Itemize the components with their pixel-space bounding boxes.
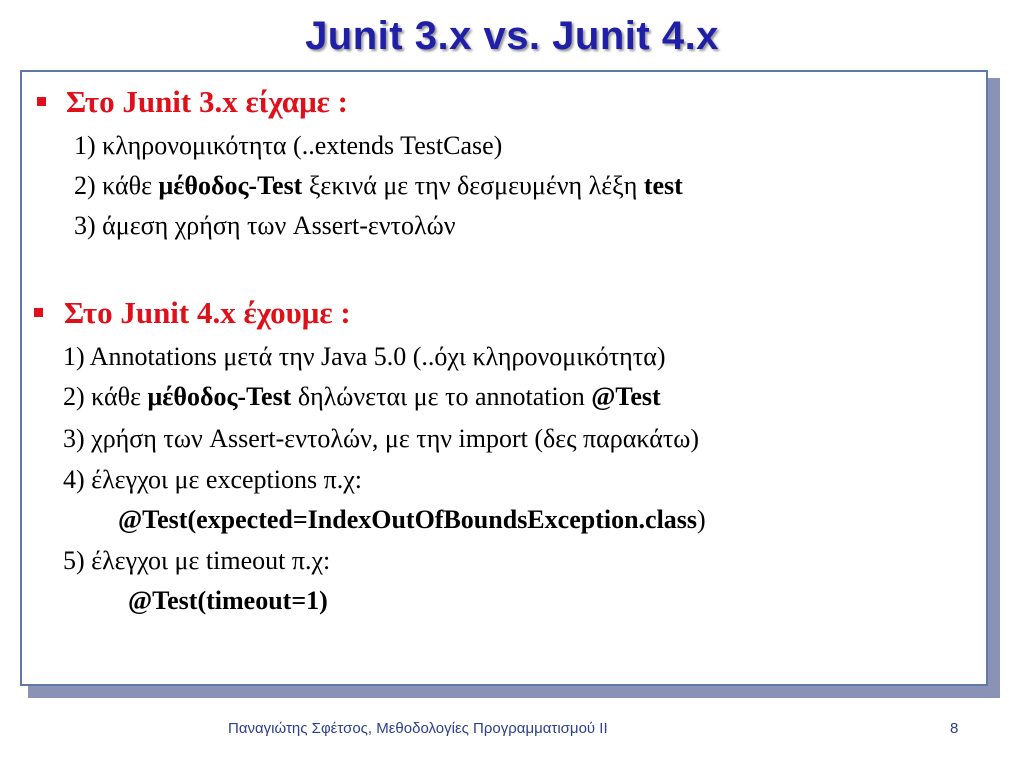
section2-heading: Στο Junit 4.x έχουμε : — [64, 295, 351, 330]
bullet-square-icon — [34, 308, 43, 317]
item-text: ξεκινά με την δεσμευμένη λέξη — [302, 171, 644, 200]
section1-heading: Στο Junit 3.x είχαμε : — [66, 84, 348, 119]
section2-item1: 1) Annotations μετά την Java 5.0 (..όχι κληρονομικότητα) — [63, 342, 666, 371]
item-text: 2) κάθε — [74, 171, 159, 200]
section2-item4-code — [118, 505, 706, 535]
item-bold-text: μέθοδος-Test — [147, 382, 292, 411]
item-bold-text: @Test — [591, 382, 661, 411]
section1-item3: 3) άμεση χρήση των Assert-εντολών — [74, 211, 456, 240]
section2-item5: 5) έλεγχοι με timeout π.χ: — [63, 546, 331, 575]
footer-text: Παναγιώτης Σφέτσος, Μεθοδολογίες Προγραμματισμού ΙΙ — [228, 720, 608, 737]
item-bold-text: μέθοδος-Test — [158, 171, 303, 200]
section2-item4: 4) έλεγχοι με exceptions π.χ: — [63, 465, 362, 494]
code-text: ) — [697, 505, 706, 534]
section2-item5-code: @Test(timeout=1) — [128, 586, 328, 615]
section1-item2 — [74, 171, 683, 201]
item-text: 2) κάθε — [63, 382, 148, 411]
item-bold-text: test — [643, 171, 683, 200]
code-bold-text: @Test(expected=IndexOutOfBoundsException.class — [118, 505, 698, 534]
slide-title: Junit 3.x vs. Junit 4.x — [305, 14, 719, 58]
section2-item3: 3) χρήση των Assert-εντολών, με την import (δες παρακάτω) — [63, 424, 700, 453]
bullet-square-icon — [37, 97, 46, 106]
section2-item2 — [63, 382, 661, 412]
section1-item1: 1) κληρονομικότητα (..extends TestCase) — [74, 131, 503, 160]
page-number: 8 — [950, 720, 959, 737]
item-text: δηλώνεται με το annotation — [291, 382, 592, 411]
